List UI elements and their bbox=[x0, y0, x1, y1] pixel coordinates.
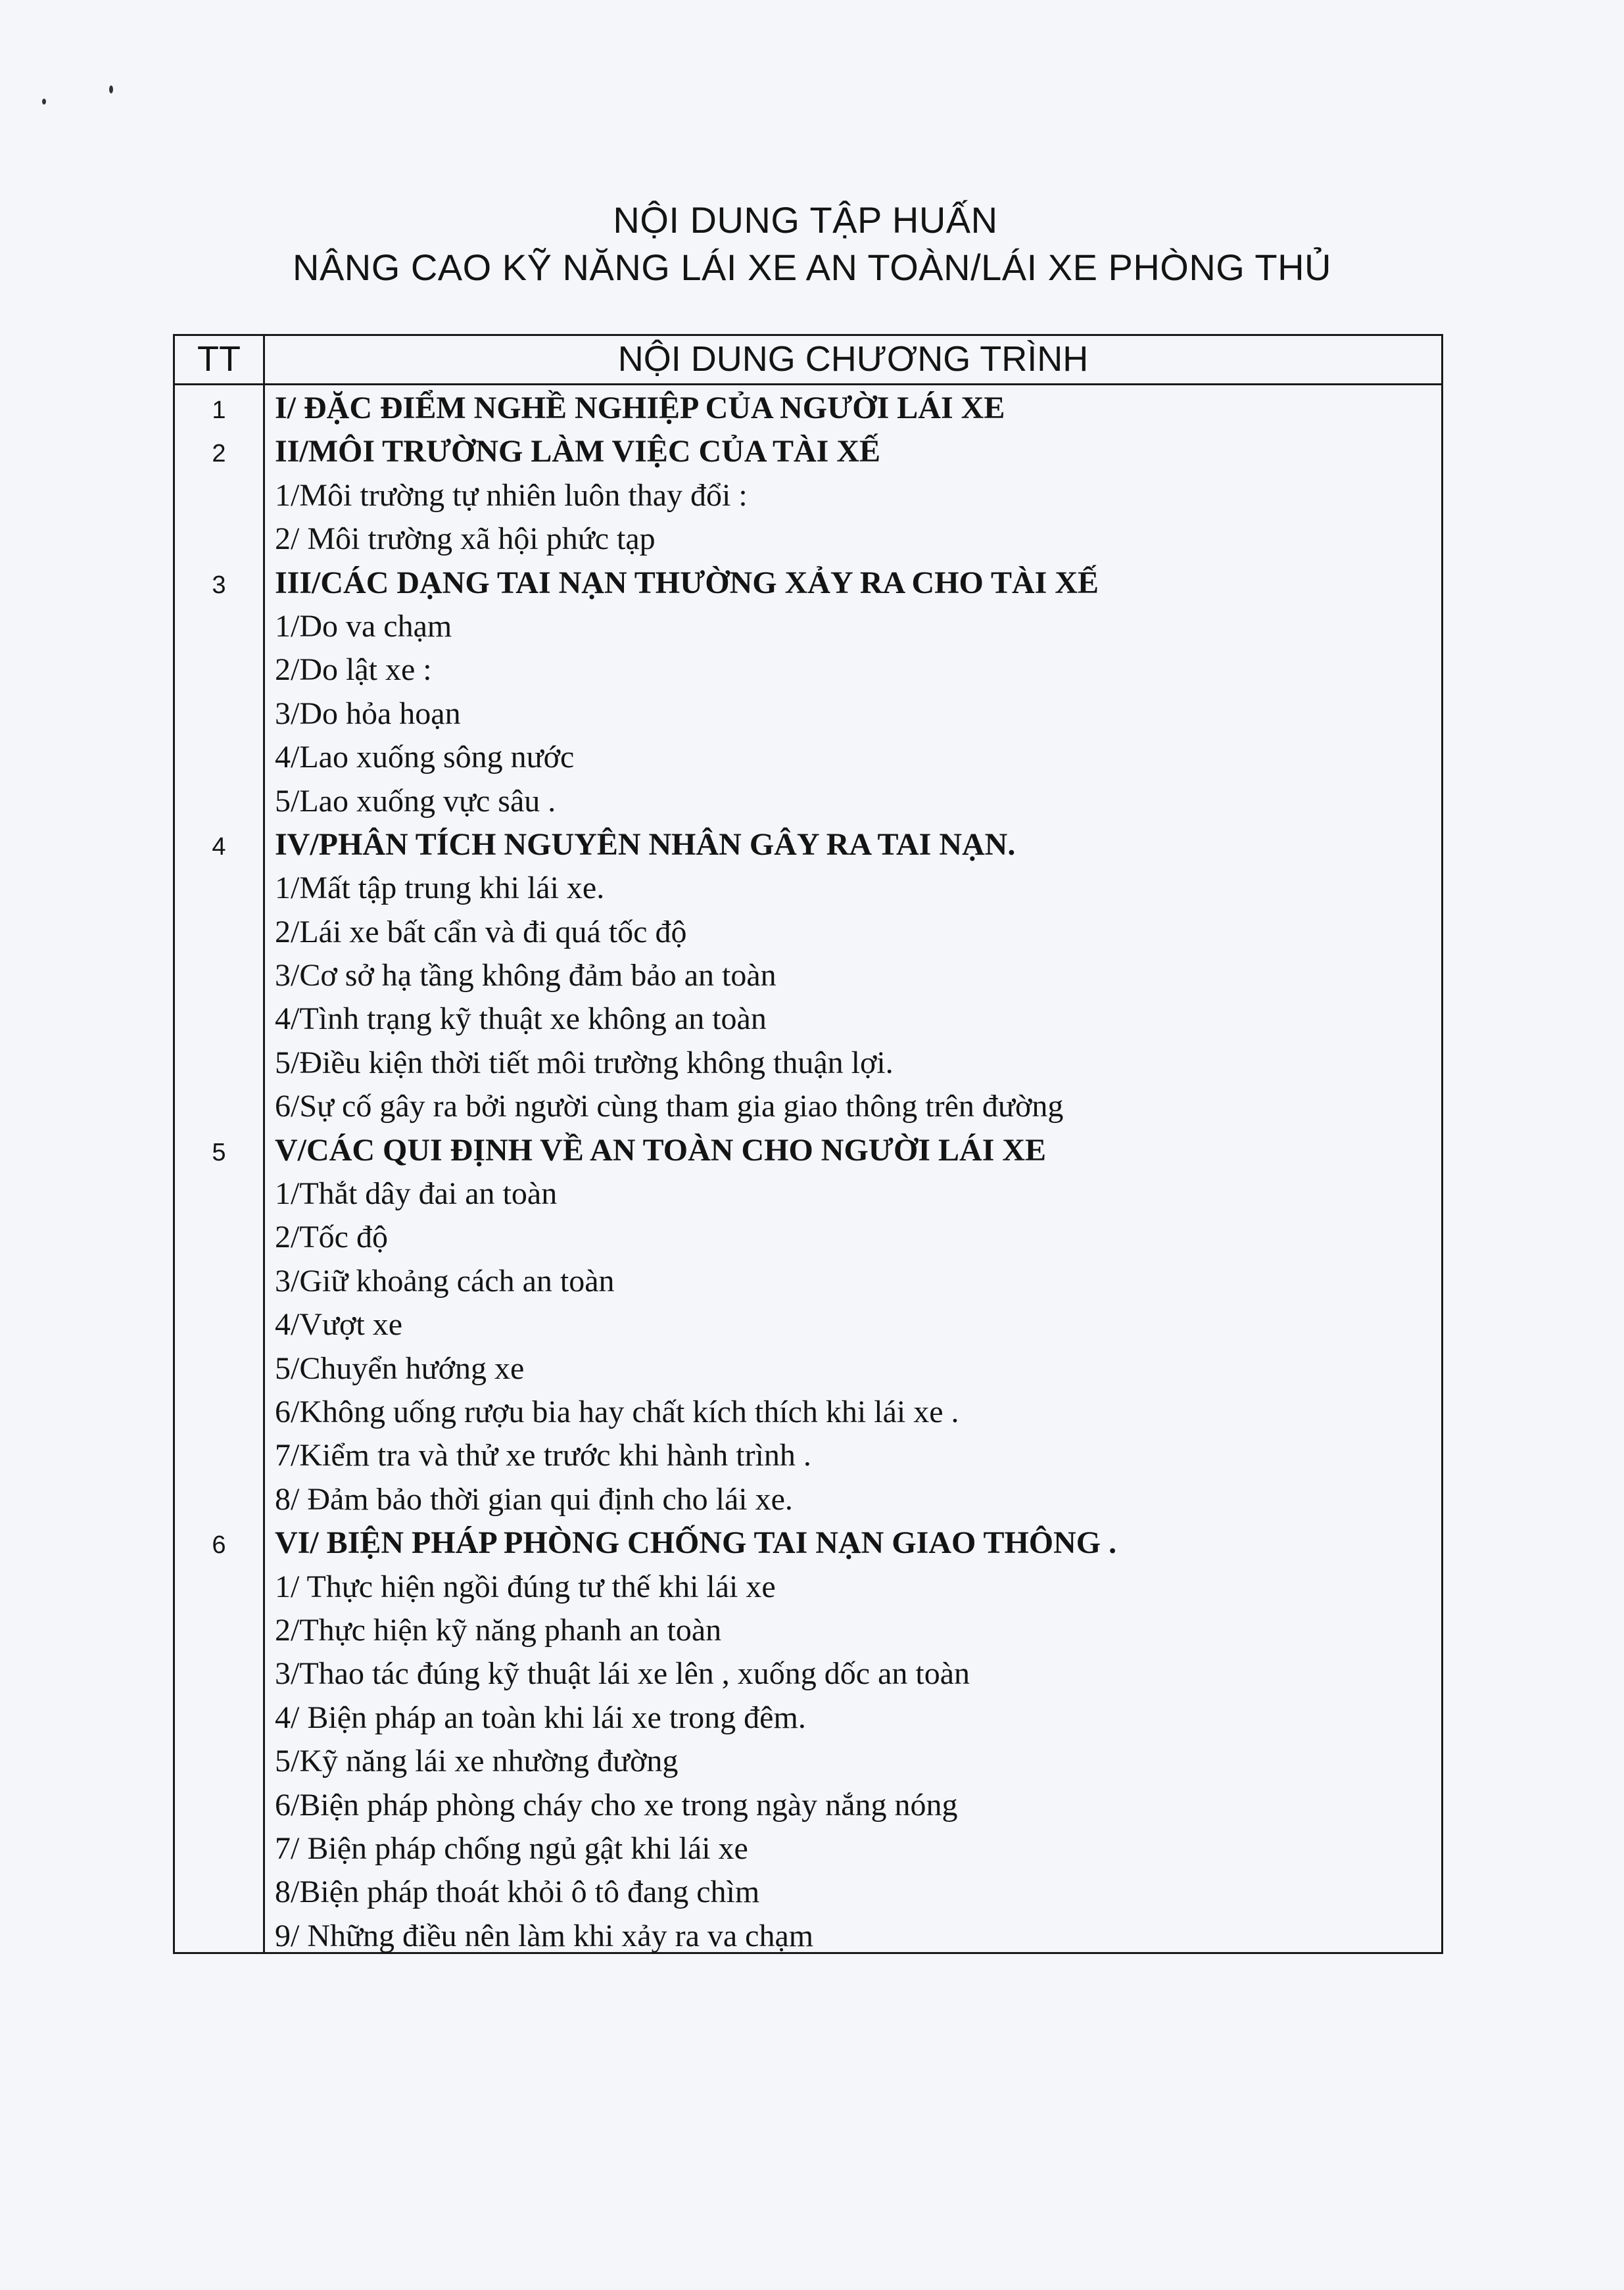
item-text: 4/ Biện pháp an toàn khi lái xe trong đêm. bbox=[275, 1700, 806, 1735]
section-title: IV/PHÂN TÍCH NGUYÊN NHÂN GÂY RA TAI NẠN. bbox=[275, 826, 1016, 862]
item-row bbox=[175, 780, 1441, 824]
item-text: 1/Mất tập trung khi lái xe. bbox=[275, 871, 605, 906]
section-row bbox=[175, 1522, 1441, 1565]
item-row bbox=[175, 693, 1441, 736]
item-text: 4/Tình trạng kỹ thuật xe không an toàn bbox=[275, 1001, 767, 1037]
column-header-content: NỘI DUNG CHƯƠNG TRÌNH bbox=[617, 339, 1089, 379]
item-text: 9/ Những điều nên làm khi xảy ra va chạm bbox=[275, 1918, 814, 1953]
item-text: 2/Tốc độ bbox=[275, 1220, 388, 1255]
document-subtitle: NÂNG CAO KỸ NĂNG LÁI XE AN TOÀN/LÁI XE PHÒNG THỦ bbox=[293, 247, 1331, 288]
section-row bbox=[175, 824, 1441, 867]
item-text: 2/Thực hiện kỹ năng phanh an toàn bbox=[275, 1612, 722, 1648]
item-row bbox=[175, 867, 1441, 911]
item-row bbox=[175, 736, 1441, 780]
item-row bbox=[175, 1260, 1441, 1304]
item-row bbox=[175, 1915, 1441, 1959]
item-text: 6/Sự cố gây ra bởi người cùng tham gia giao thông trên đường bbox=[275, 1089, 1064, 1124]
section-row bbox=[175, 431, 1441, 474]
row-number: 4 bbox=[212, 832, 226, 861]
item-text: 6/Biện pháp phòng cháy cho xe trong ngày nắng nóng bbox=[275, 1787, 958, 1823]
item-text: 3/Thao tác đúng kỹ thuật lái xe lên , xuống dốc an toàn bbox=[275, 1656, 970, 1692]
table-body bbox=[175, 387, 1441, 1959]
item-text: 1/ Thực hiện ngồi đúng tư thế khi lái xe bbox=[275, 1569, 776, 1604]
item-row bbox=[175, 1348, 1441, 1391]
item-row bbox=[175, 1610, 1441, 1653]
item-text: 5/Chuyển hướng xe bbox=[275, 1350, 525, 1386]
section-title: VI/ BIỆN PHÁP PHÒNG CHỐNG TAI NẠN GIAO THÔNG . bbox=[275, 1525, 1117, 1561]
section-title: V/CÁC QUI ĐỊNH VỀ AN TOÀN CHO NGƯỜI LÁI XE bbox=[275, 1132, 1047, 1168]
item-row bbox=[175, 1479, 1441, 1522]
row-number: 3 bbox=[212, 571, 226, 599]
item-row bbox=[175, 955, 1441, 998]
item-text: 7/Kiểm tra và thử xe trước khi hành trình . bbox=[275, 1438, 811, 1473]
item-row bbox=[175, 911, 1441, 955]
item-text: 2/Do lật xe : bbox=[275, 652, 432, 688]
item-row bbox=[175, 1566, 1441, 1610]
item-row bbox=[175, 475, 1441, 518]
section-title: III/CÁC DẠNG TAI NẠN THƯỜNG XẢY RA CHO TÀI XẾ bbox=[275, 565, 1099, 600]
item-row bbox=[175, 1697, 1441, 1740]
item-text: 3/Giữ khoảng cách an toàn bbox=[275, 1263, 615, 1299]
item-text: 4/Lao xuống sông nước bbox=[275, 740, 575, 775]
section-row bbox=[175, 562, 1441, 606]
section-title: II/MÔI TRƯỜNG LÀM VIỆC CỦA TÀI XẾ bbox=[275, 434, 881, 469]
item-text: 6/Không uống rượu bia hay chất kích thích khi lái xe . bbox=[275, 1394, 959, 1429]
item-row bbox=[175, 649, 1441, 692]
item-row bbox=[175, 1828, 1441, 1871]
item-row bbox=[175, 1085, 1441, 1129]
item-text: 2/ Môi trường xã hội phức tạp bbox=[275, 521, 656, 557]
item-row bbox=[175, 1740, 1441, 1784]
scan-speck bbox=[42, 99, 46, 105]
item-text: 7/ Biện pháp chống ngủ gật khi lái xe bbox=[275, 1830, 748, 1866]
item-text: 3/Do hỏa hoạn bbox=[275, 696, 461, 731]
item-text: 4/Vượt xe bbox=[275, 1307, 403, 1343]
item-row bbox=[175, 1216, 1441, 1260]
section-row bbox=[175, 1130, 1441, 1173]
item-text: 1/Môi trường tự nhiên luôn thay đổi : bbox=[275, 477, 748, 513]
item-text: 1/Thắt dây đai an toàn bbox=[275, 1176, 558, 1212]
item-row bbox=[175, 1304, 1441, 1347]
item-row bbox=[175, 998, 1441, 1041]
item-row bbox=[175, 1173, 1441, 1216]
section-row bbox=[175, 387, 1441, 431]
item-text: 8/Biện pháp thoát khỏi ô tô đang chìm bbox=[275, 1874, 760, 1910]
row-number: 2 bbox=[212, 440, 226, 468]
item-text: 3/Cơ sở hạ tầng không đảm bảo an toàn bbox=[275, 958, 776, 993]
program-table bbox=[173, 334, 1443, 1954]
item-text: 1/Do va chạm bbox=[275, 608, 452, 644]
item-row bbox=[175, 1653, 1441, 1696]
item-text: 5/Kỹ năng lái xe nhường đường bbox=[275, 1744, 679, 1779]
row-number: 6 bbox=[212, 1531, 226, 1560]
item-row bbox=[175, 1042, 1441, 1085]
item-text: 8/ Đảm bảo thời gian qui định cho lái xe. bbox=[275, 1481, 793, 1517]
header-divider bbox=[175, 383, 1441, 385]
item-text: 5/Lao xuống vực sâu . bbox=[275, 783, 556, 819]
item-row bbox=[175, 518, 1441, 561]
document-title: NỘI DUNG TẬP HUẤN bbox=[613, 199, 998, 241]
item-row bbox=[175, 606, 1441, 649]
row-number: 1 bbox=[212, 396, 226, 424]
item-row bbox=[175, 1435, 1441, 1478]
item-row bbox=[175, 1391, 1441, 1435]
row-number: 5 bbox=[212, 1138, 226, 1166]
scan-speck bbox=[109, 85, 113, 93]
item-text: 2/Lái xe bất cẩn và đi quá tốc độ bbox=[275, 914, 687, 949]
item-text: 5/Điều kiện thời tiết môi trường không thuận lợi. bbox=[275, 1045, 894, 1080]
column-header-tt: TT bbox=[197, 339, 241, 379]
section-title: I/ ĐẶC ĐIỂM NGHỀ NGHIỆP CỦA NGƯỜI LÁI XE bbox=[275, 391, 1005, 425]
item-row bbox=[175, 1784, 1441, 1828]
item-row bbox=[175, 1871, 1441, 1915]
